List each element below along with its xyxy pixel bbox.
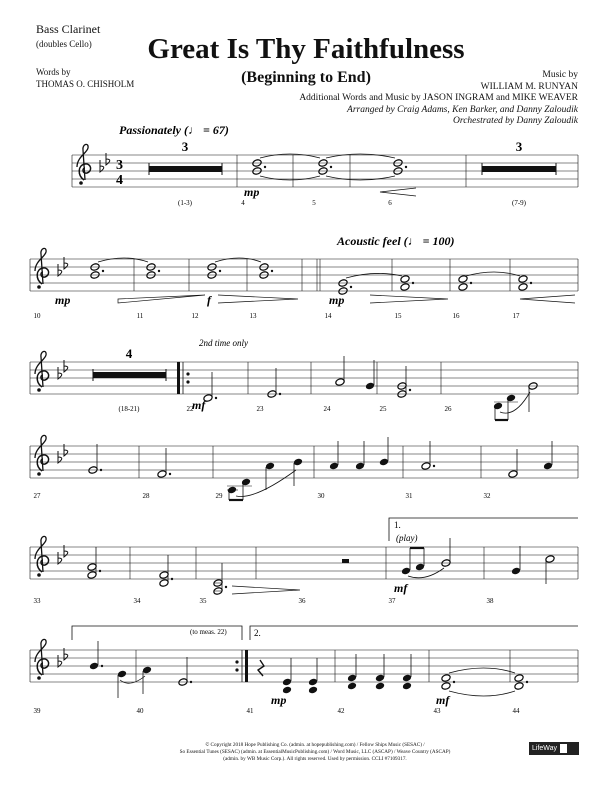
system-2 bbox=[30, 234, 578, 320]
dynamic: mp bbox=[55, 293, 71, 307]
dynamic: f bbox=[207, 293, 211, 307]
rest-count: 4 bbox=[125, 346, 133, 361]
song-subtitle: (Beginning to End) bbox=[241, 69, 371, 86]
words-label: Words by bbox=[36, 67, 71, 77]
measure-number: 12 bbox=[191, 312, 199, 320]
dynamic: mp bbox=[244, 185, 260, 199]
lyricist: THOMAS O. CHISHOLM bbox=[36, 79, 135, 89]
measure-number: 6 bbox=[388, 199, 392, 207]
measure-number: 36 bbox=[298, 597, 306, 605]
measure-number: 33 bbox=[33, 597, 41, 605]
copyright-line: So Essential Tunes (SESAC) (admin. at EssentialMusicPublishing.com) / Word Music, LLC (ASCAP) / Weave Country (ASCAP) bbox=[179, 749, 451, 755]
dynamic: mf bbox=[192, 398, 206, 412]
system-5 bbox=[30, 518, 578, 605]
measure-number: 29 bbox=[215, 492, 223, 500]
measure-number: 5 bbox=[312, 199, 316, 207]
measure-number: 42 bbox=[337, 707, 345, 715]
measure-number: 31 bbox=[405, 492, 413, 500]
system-3 bbox=[30, 338, 578, 420]
ending-number: 1. bbox=[394, 520, 401, 530]
system-4 bbox=[30, 435, 578, 500]
measure-number: 13 bbox=[249, 312, 257, 320]
measure-number: 10 bbox=[33, 312, 41, 320]
measure-number: 14 bbox=[324, 312, 332, 320]
measure-number: 37 bbox=[388, 597, 396, 605]
measure-number: 38 bbox=[486, 597, 494, 605]
multi-rest bbox=[149, 166, 222, 172]
measure-number: 35 bbox=[199, 597, 207, 605]
measure-number: 17 bbox=[512, 312, 520, 320]
measure-number: (1-3) bbox=[178, 199, 192, 207]
jump-instruction: (to meas. 22) bbox=[190, 628, 227, 636]
measure-number: 23 bbox=[256, 405, 264, 413]
time-sig-top: 3 bbox=[116, 158, 123, 173]
multi-rest bbox=[93, 372, 166, 378]
expression: 2nd time only bbox=[199, 338, 248, 348]
measure-number: 39 bbox=[33, 707, 41, 715]
measure-number: 28 bbox=[142, 492, 150, 500]
copyright-footer bbox=[150, 742, 480, 763]
measure-number: 32 bbox=[483, 492, 491, 500]
measure-number: 16 bbox=[452, 312, 460, 320]
dynamic: mp bbox=[271, 693, 287, 707]
measure-number: 25 bbox=[379, 405, 387, 413]
measure-number: 44 bbox=[512, 707, 520, 715]
repeat-start bbox=[177, 362, 180, 394]
time-sig-bottom: 4 bbox=[116, 173, 123, 188]
whole-rest bbox=[342, 559, 349, 563]
quarter-rest bbox=[258, 660, 264, 676]
measure-number: 11 bbox=[136, 312, 144, 320]
volta-2 bbox=[250, 626, 578, 640]
measure-number: 15 bbox=[394, 312, 402, 320]
song-title: Great Is Thy Faithfulness bbox=[147, 33, 465, 65]
measure-number: (18-21) bbox=[118, 405, 140, 413]
lifeway-worship-logo bbox=[529, 742, 579, 765]
measure-number: 26 bbox=[444, 405, 452, 413]
measure-number: 41 bbox=[246, 707, 254, 715]
logo-right: Worship bbox=[532, 758, 558, 765]
additional-credit: Additional Words and Music by JASON INGRAM and MIKE WEAVER bbox=[299, 93, 578, 103]
measure-number: 22 bbox=[186, 405, 194, 413]
copyright-line: © Copyright 2018 Hope Publishing Co. (admin. at hopepublishing.com) / Fellow Ships Music (SESAC) / bbox=[205, 742, 425, 748]
ending-number: 2. bbox=[254, 628, 261, 638]
dynamic: mp bbox=[329, 293, 345, 307]
tempo-marking: Acoustic feel (♩ = 100) bbox=[337, 234, 455, 248]
measure-number: 30 bbox=[317, 492, 325, 500]
orchestrator-credit: Orchestrated by Danny Zaloudik bbox=[453, 116, 578, 126]
system-1 bbox=[72, 123, 578, 207]
arranger-credit: Arranged by Craig Adams, Ken Barker, and Danny Zaloudik bbox=[347, 104, 578, 115]
rest-count: 3 bbox=[515, 139, 523, 154]
measure-number: 4 bbox=[241, 199, 245, 207]
measure-number: 43 bbox=[433, 707, 441, 715]
measure-number: 34 bbox=[133, 597, 141, 605]
tempo-marking: Passionately (♩ = 67) bbox=[119, 123, 229, 137]
composer: WILLIAM M. RUNYAN bbox=[480, 81, 578, 92]
instrument-note: (doubles Cello) bbox=[36, 39, 92, 49]
measure-number: 27 bbox=[33, 492, 41, 500]
measure-number: 24 bbox=[323, 405, 331, 413]
multi-rest bbox=[482, 166, 556, 172]
expression: (play) bbox=[396, 533, 418, 543]
music-label: Music by bbox=[542, 70, 578, 80]
repeat-end bbox=[245, 650, 248, 682]
instrument-name: Bass Clarinet bbox=[36, 22, 101, 36]
dynamic: mf bbox=[436, 693, 450, 707]
logo-divider bbox=[560, 744, 567, 753]
dynamic: mf bbox=[394, 581, 408, 595]
system-6 bbox=[30, 626, 578, 715]
copyright-line: (admin. by WB Music Corp.). All rights reserved. Used by permission. CCLI #7109317. bbox=[223, 756, 407, 762]
rest-count: 3 bbox=[181, 139, 189, 154]
logo-left: LifeWay bbox=[532, 745, 558, 752]
measure-number: (7-9) bbox=[512, 199, 526, 207]
measure-number: 40 bbox=[136, 707, 144, 715]
